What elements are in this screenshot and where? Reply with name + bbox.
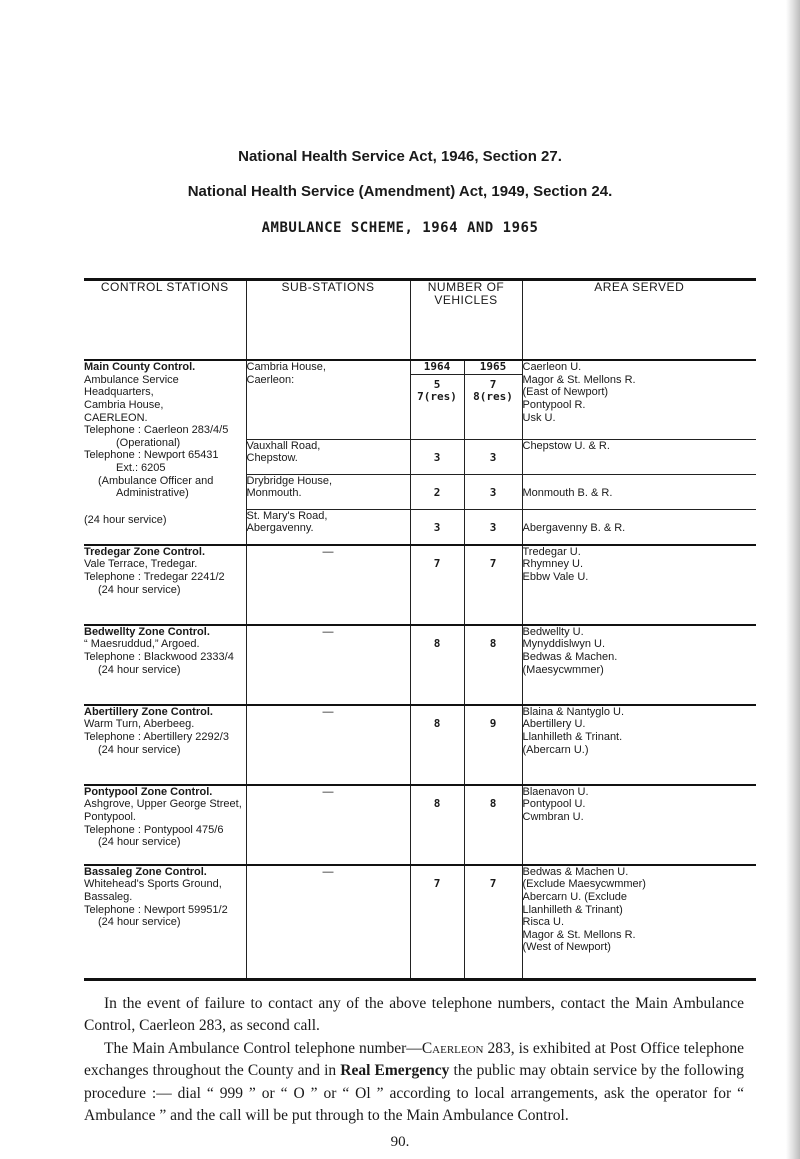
vehicles-1965-bedwellty: 8 xyxy=(464,625,522,705)
vehicles-1964-bedwellty: 8 xyxy=(410,625,464,705)
area-line: Pontypool U. xyxy=(522,798,586,811)
vehicles-1965-abergavenny: 3 xyxy=(464,509,522,545)
area-served-abergavenny xyxy=(522,509,756,545)
zone-control-abertillery xyxy=(84,705,246,785)
main-control-row-1 xyxy=(84,360,756,374)
header-sub-stations: SUB-STATIONS xyxy=(246,280,410,361)
main-control-line: Ambulance Service Headquarters, xyxy=(84,373,179,399)
zone-line: (24 hour service) xyxy=(98,583,181,596)
area-line: Magor & St. Mellons R. xyxy=(522,373,636,386)
area-line: Abertillery U. xyxy=(522,718,586,731)
area-line: (West of Newport) xyxy=(522,941,611,954)
main-control-line: Telephone : Caerleon 283/4/5 xyxy=(84,424,229,437)
zone-title: Abertillery Zone Control. xyxy=(84,705,213,718)
zone-line: Vale Terrace, Tredegar. xyxy=(84,558,198,571)
zone-row-bassaleg xyxy=(84,865,756,980)
area-line: Risca U. xyxy=(522,916,565,929)
zone-title: Pontypool Zone Control. xyxy=(84,785,213,798)
area-line: Bedwas & Machen U. xyxy=(522,865,629,878)
area-served-chepstow xyxy=(522,439,756,474)
area-line: Tredegar U. xyxy=(522,545,581,558)
zone-line: (24 hour service) xyxy=(98,836,181,849)
zone-line: Bassaleg. xyxy=(84,890,133,903)
sub-station-bedwellty: — xyxy=(246,625,410,705)
zone-line: (24 hour service) xyxy=(98,916,181,929)
area-line: Abergavenny B. & R. xyxy=(522,521,626,534)
main-control-line: Cambria House, xyxy=(84,398,164,411)
ambulance-scheme-table xyxy=(84,278,756,981)
year-1964-header: 1964 xyxy=(410,360,464,374)
sub-station-line: Caerleon: xyxy=(246,373,295,386)
title-block xyxy=(0,148,800,236)
area-line: Blaina & Nantyglo U. xyxy=(522,705,624,718)
area-line: Cwmbran U. xyxy=(522,810,584,823)
zone-line: “ Maesruddud,” Argoed. xyxy=(84,638,200,651)
header-vehicles-line2: VEHICLES xyxy=(434,293,498,308)
title-scheme: AMBULANCE SCHEME, 1964 AND 1965 xyxy=(261,220,539,236)
paragraph-main-control xyxy=(84,1038,744,1128)
zone-title: Bassaleg Zone Control. xyxy=(84,865,207,878)
area-line: Llanhilleth & Trinant) xyxy=(522,903,623,916)
instructions-text xyxy=(84,993,744,1128)
sub-station-bassaleg: — xyxy=(246,865,410,980)
zone-line: Pontypool. xyxy=(84,810,136,823)
header-control-stations: CONTROL STATIONS xyxy=(84,280,246,361)
area-served-cambria xyxy=(522,360,756,439)
zone-row-abertillery xyxy=(84,705,756,785)
area-served-bassaleg xyxy=(522,865,756,980)
zone-line: (24 hour service) xyxy=(98,743,181,756)
vehicles-1965-monmouth: 3 xyxy=(464,474,522,509)
area-line: (Abercarn U.) xyxy=(522,743,589,756)
main-control-line: CAERLEON. xyxy=(84,411,148,424)
area-line: Mynyddislwyn U. xyxy=(522,638,606,651)
area-served-monmouth xyxy=(522,474,756,509)
vehicles-1965-cambria xyxy=(464,374,522,439)
area-line: Llanhilleth & Trinant. xyxy=(522,730,623,743)
area-line: (Maesycwmmer) xyxy=(522,663,604,676)
area-served-bedwellty xyxy=(522,625,756,705)
area-line: Blaenavon U. xyxy=(522,785,589,798)
area-line: (East of Newport) xyxy=(522,386,609,399)
paragraph-failure-contact: In the event of failure to contact any of the above telephone numbers, contact the Main Ambulance Control, Caerleon 283, as second call. xyxy=(84,994,744,1035)
sub-station-cambria xyxy=(246,360,410,439)
zone-control-bassaleg xyxy=(84,865,246,980)
zone-row-tredegar xyxy=(84,545,756,625)
area-line: Bedwas & Machen. xyxy=(522,650,618,663)
area-line: Rhymney U. xyxy=(522,558,584,571)
vehicles-1965-tredegar: 7 xyxy=(464,545,522,625)
header-row xyxy=(84,280,756,361)
vehicles-1964-bassaleg: 7 xyxy=(410,865,464,980)
sub-station-line: Cambria House, xyxy=(246,361,326,373)
zone-line: Telephone : Abertillery 2292/3 xyxy=(84,730,229,743)
year-1965-header: 1965 xyxy=(464,360,522,374)
zone-line: Telephone : Newport 59951/2 xyxy=(84,903,228,916)
zone-title: Tredegar Zone Control. xyxy=(84,545,206,558)
zone-line: (24 hour service) xyxy=(98,663,181,676)
zone-control-pontypool xyxy=(84,785,246,865)
vehicles-1965-abertillery: 9 xyxy=(464,705,522,785)
main-control-title: Main County Control. xyxy=(84,361,196,373)
area-line: Chepstow U. & R. xyxy=(522,439,610,452)
sub-station-monmouth xyxy=(246,474,410,509)
vehicles-1964-tredegar: 7 xyxy=(410,545,464,625)
zone-line: Telephone : Blackwood 2333/4 xyxy=(84,650,234,663)
area-line: Usk U. xyxy=(522,411,556,424)
zone-row-bedwellty xyxy=(84,625,756,705)
vehicles-1965-chepstow: 3 xyxy=(464,439,522,474)
area-served-abertillery xyxy=(522,705,756,785)
sub-station-pontypool: — xyxy=(246,785,410,865)
zone-line: Telephone : Tredegar 2241/2 xyxy=(84,570,225,583)
area-line: Magor & St. Mellons R. xyxy=(522,928,636,941)
zone-control-bedwellty xyxy=(84,625,246,705)
zone-line: Whitehead's Sports Ground, xyxy=(84,878,222,891)
sub-station-line: Monmouth. xyxy=(246,487,302,500)
area-line: Abercarn U. (Exclude xyxy=(522,890,628,903)
vehicles-1965-pontypool: 8 xyxy=(464,785,522,865)
zone-row-pontypool xyxy=(84,785,756,865)
sub-station-abergavenny xyxy=(246,509,410,545)
area-line: Caerleon U. xyxy=(522,361,582,373)
main-control-line: (Operational) xyxy=(116,436,181,449)
area-line: Bedwellty U. xyxy=(522,625,584,638)
main-control-line: (24 hour service) xyxy=(84,514,167,527)
sub-station-line: Drybridge House, xyxy=(246,474,333,487)
main-control-line: Ext.: 6205 xyxy=(116,462,166,475)
zone-control-tredegar xyxy=(84,545,246,625)
area-line: Pontypool R. xyxy=(522,398,586,411)
sub-station-line: Vauxhall Road, xyxy=(246,439,321,452)
vehicles-1964-abertillery: 8 xyxy=(410,705,464,785)
paragraph-text: the public may obtain service by the following procedure :— dial “ 999 ” or “ O ” or “ Ol ” according to local arrangements, ask the operator for “ Ambulance ” and the call will be put through to the Main Ambulance Control. xyxy=(84,1062,744,1125)
paragraph-text: The Main Ambulance Control telephone number— xyxy=(104,1039,422,1057)
area-line: Ebbw Vale U. xyxy=(522,570,589,583)
main-control-line: Administrative) xyxy=(116,487,189,500)
header-vehicles-line1: NUMBER OF xyxy=(427,280,505,294)
main-control-line: Telephone : Newport 65431 xyxy=(84,449,219,462)
area-line: Monmouth B. & R. xyxy=(522,486,613,499)
paragraph-text-smallcaps: Caerleon xyxy=(421,1039,484,1057)
title-act-1949: National Health Service (Amendment) Act, 1949, Section 24. xyxy=(187,183,613,200)
vehicles-1964-cambria xyxy=(410,374,464,439)
vehicle-count-reserve: 7(res) xyxy=(417,390,457,404)
vehicle-count: 5 xyxy=(433,377,441,391)
sub-station-line: Abergavenny. xyxy=(246,522,314,535)
vehicles-1964-chepstow: 3 xyxy=(410,439,464,474)
header-area-served: AREA SERVED xyxy=(522,280,756,361)
vehicles-1964-pontypool: 8 xyxy=(410,785,464,865)
zone-title: Bedwellty Zone Control. xyxy=(84,625,210,638)
main-control-cell xyxy=(84,360,246,545)
vehicle-count: 7 xyxy=(489,377,497,391)
zone-line: Telephone : Pontypool 475/6 xyxy=(84,823,224,836)
zone-line: Warm Turn, Aberbeeg. xyxy=(84,718,195,731)
paragraph-text: 283, is exhibited at Post Office telephone exchanges throughout the County and in xyxy=(84,1039,744,1080)
sub-station-line: Chepstow. xyxy=(246,452,298,465)
sub-station-abertillery: — xyxy=(246,705,410,785)
title-act-1946: National Health Service Act, 1946, Section 27. xyxy=(238,148,562,165)
sub-station-chepstow xyxy=(246,439,410,474)
sub-station-tredegar: — xyxy=(246,545,410,625)
zone-line: Ashgrove, Upper George Street, xyxy=(84,798,242,811)
main-control-line: (Ambulance Officer and xyxy=(98,474,214,487)
vehicles-1965-bassaleg: 7 xyxy=(464,865,522,980)
vehicle-count-reserve: 8(res) xyxy=(473,390,513,404)
area-served-tredegar xyxy=(522,545,756,625)
header-number-of-vehicles xyxy=(410,280,522,361)
area-line: (Exclude Maesycwmmer) xyxy=(522,878,646,891)
vehicles-1964-abergavenny: 3 xyxy=(410,509,464,545)
area-served-pontypool xyxy=(522,785,756,865)
page-number: 90. xyxy=(390,1133,410,1150)
paragraph-text-bold: Real Emergency xyxy=(340,1062,450,1080)
vehicles-1964-monmouth: 2 xyxy=(410,474,464,509)
sub-station-line: St. Mary's Road, xyxy=(246,509,328,522)
